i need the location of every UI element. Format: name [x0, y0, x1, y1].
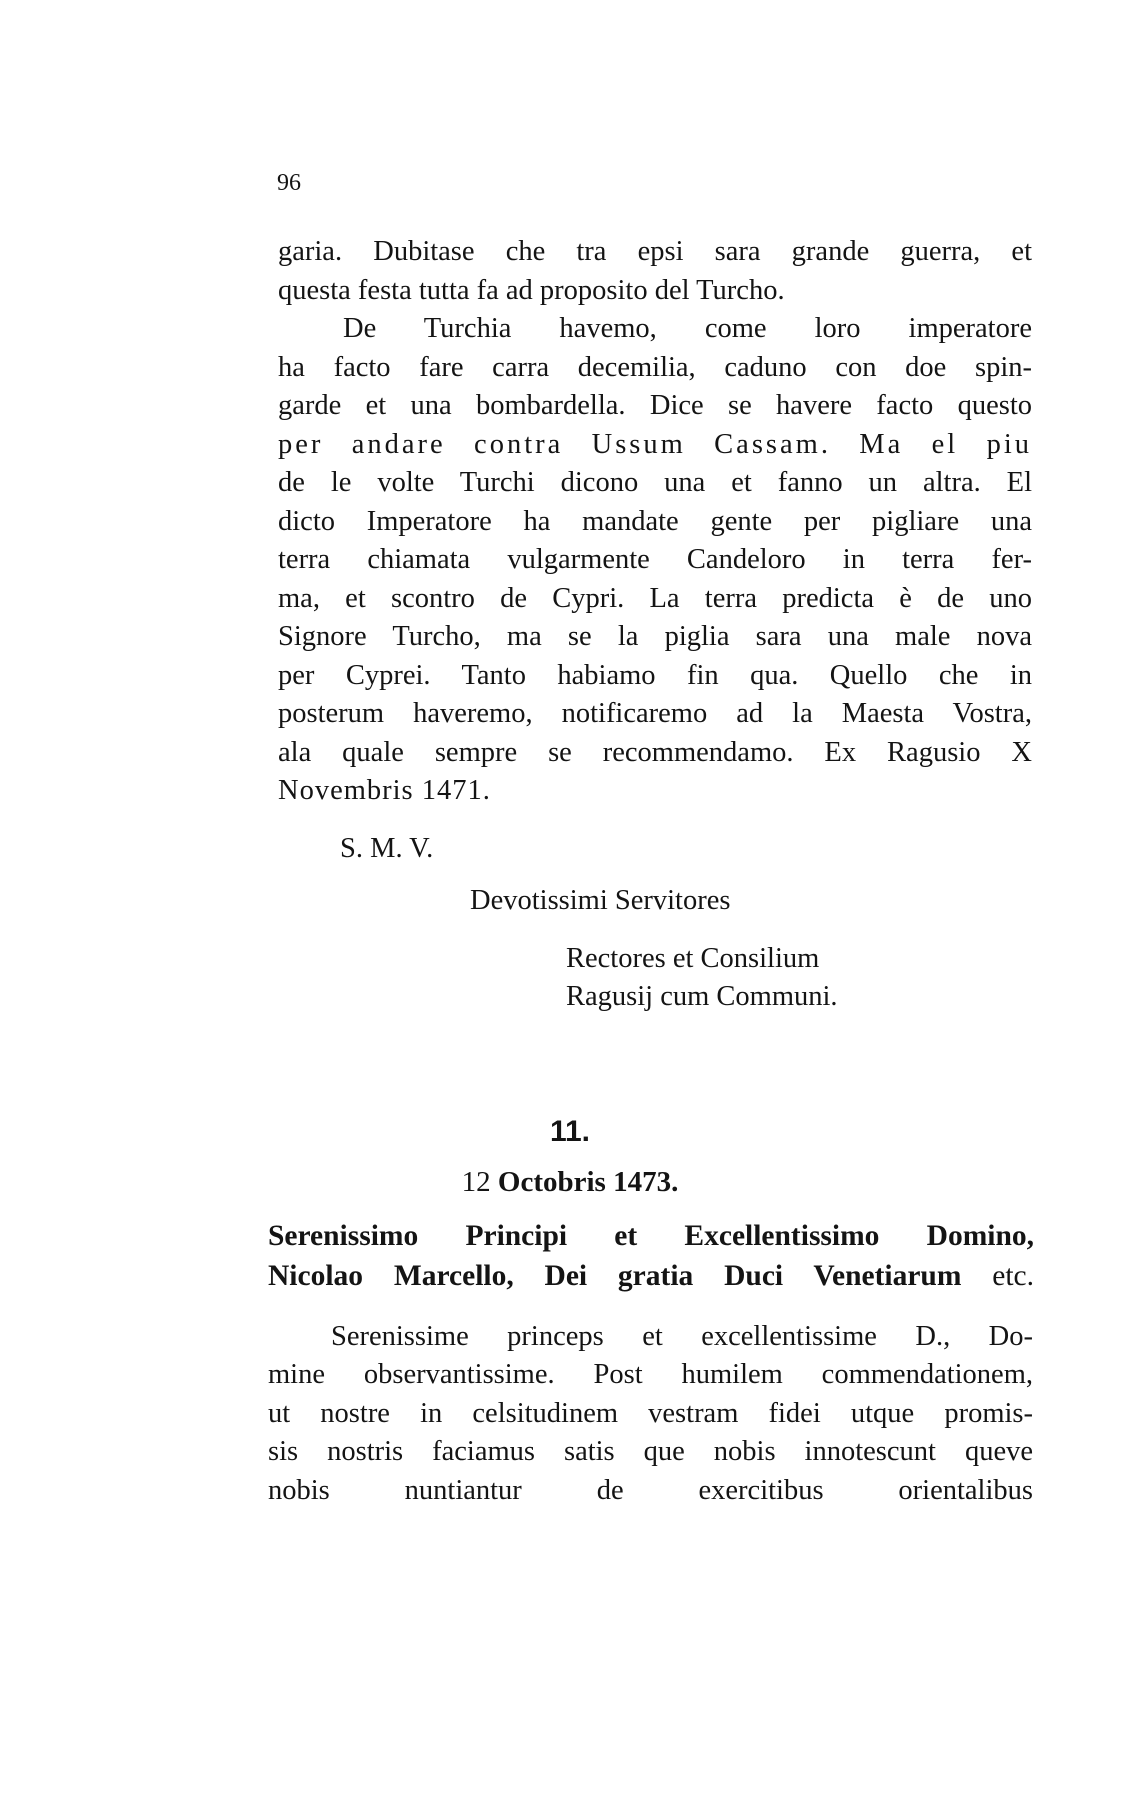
address-text: Nicolao Marcello, Dei gratia Duci Venetiarum [268, 1260, 962, 1292]
text-line: per Cyprei. Tanto habiamo fin qua. Quello che in [278, 660, 1032, 691]
text-line: de le volte Turchi dicono una et fanno un altra. El [278, 467, 1032, 498]
text-line: Novembris 1471. [278, 775, 491, 806]
text-line: terra chiamata vulgarmente Candeloro in terra fer- [278, 544, 1032, 575]
page-number: 96 [277, 170, 301, 196]
text-line: garde et una bombardella. Dice se havere facto questo [278, 390, 1032, 421]
text-line: sis nostris faciamus satis que nobis innotescunt queve [268, 1436, 1033, 1467]
date-month-year: Octobris 1473. [497, 1166, 679, 1198]
signatory-line: Rectores et Consilium [566, 943, 820, 974]
text-line: mine observantissime. Post humilem commendationem, [268, 1359, 1033, 1390]
text-line: De Turchia havemo, come loro imperatore [343, 313, 1032, 344]
text-line: ha facto fare carra decemilia, caduno con doe spin- [278, 352, 1032, 383]
document-number: 11. [549, 1115, 591, 1148]
salutation: S. M. V. [340, 833, 434, 864]
text-line: nobis nuntiantur de exercitibus orientalibus [268, 1475, 1033, 1506]
text-line: garia. Dubitase che tra epsi sara grande guerra, et [278, 236, 1032, 267]
text-line: ala quale sempre se recommendamo. Ex Ragusio X [278, 737, 1032, 768]
text-line: posterum haveremo, notificaremo ad la Maesta Vostra, [278, 698, 1032, 729]
text-line: questa festa tutta fa ad proposito del Turcho. [278, 275, 785, 306]
address-etc: etc. [992, 1260, 1034, 1292]
address-line: Serenissimo Principi et Excellentissimo Domino, [268, 1220, 1034, 1252]
date-day: 12 [461, 1166, 491, 1198]
document-date [0, 1166, 1140, 1199]
text-line: ma, et scontro de Cypri. La terra predicta è de uno [278, 583, 1032, 614]
text-line: dicto Imperatore ha mandate gente per pigliare una [278, 506, 1032, 537]
text-line: Serenissime princeps et excellentissime D., Do- [331, 1321, 1033, 1352]
signatory-line: Ragusij cum Communi. [566, 981, 838, 1012]
address-line [268, 1260, 1034, 1293]
text-line: per andare contra Ussum Cassam. Ma el piu [278, 429, 1032, 460]
closing: Devotissimi Servitores [470, 885, 731, 916]
text-line: Signore Turcho, ma se la piglia sara una male nova [278, 621, 1032, 652]
text-line: ut nostre in celsitudinem vestram fidei utque promis- [268, 1398, 1033, 1429]
